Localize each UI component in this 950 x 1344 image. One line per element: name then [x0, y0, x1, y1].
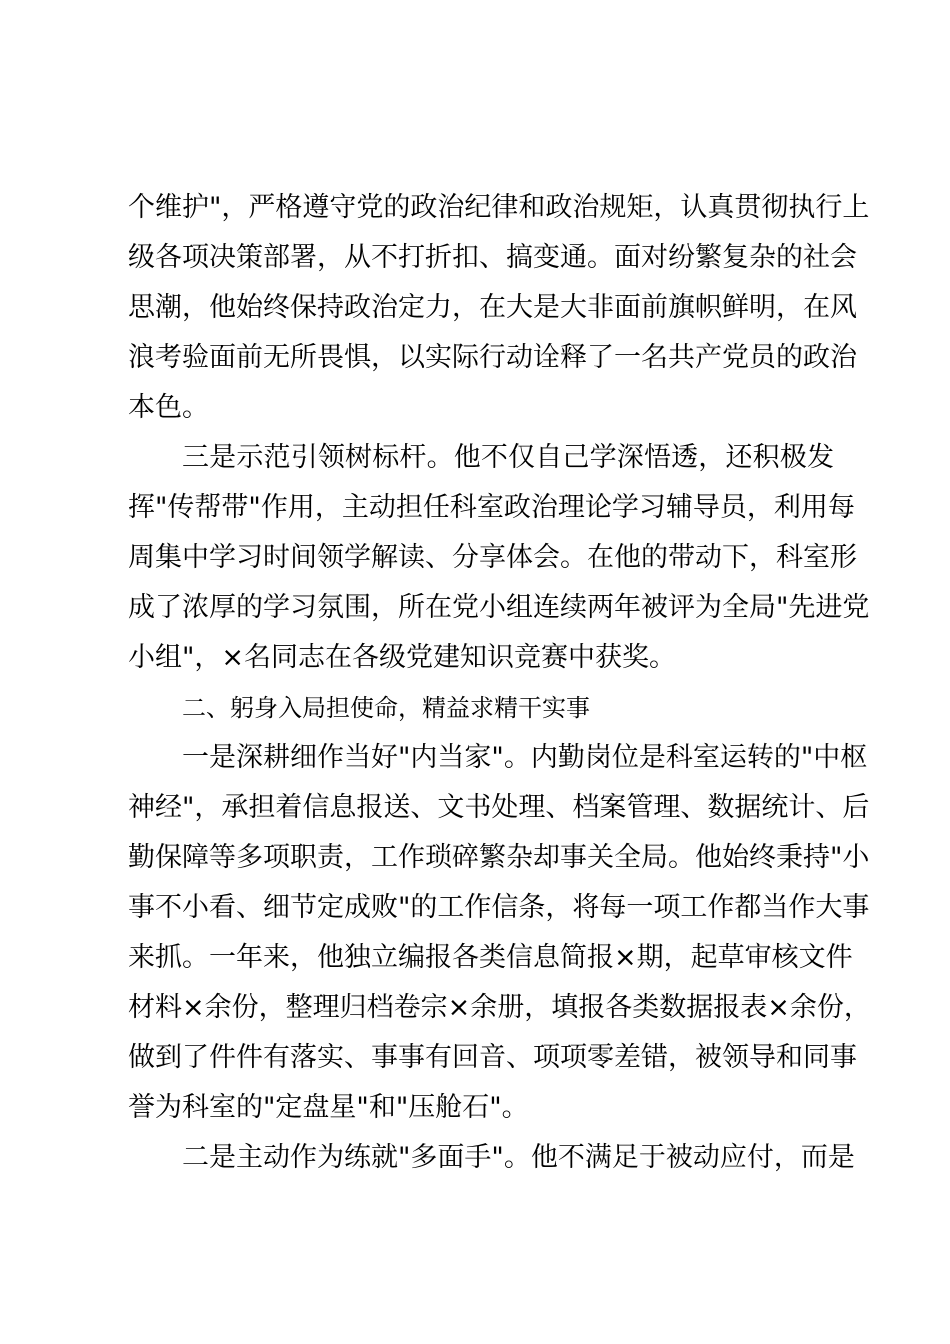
- text-line: 誉为科室的"定盘星"和"压舱石"。: [128, 1092, 529, 1123]
- text-line: 挥"传帮带"作用，主动担任科室政治理论学习辅导员，利用每: [128, 492, 855, 523]
- text-line: 小组"，×名同志在各级党建知识竞赛中获奖。: [128, 642, 677, 673]
- text-line: 神经"，承担着信息报送、文书处理、档案管理、数据统计、后: [128, 792, 870, 823]
- text-line: 勤保障等多项职责，工作琐碎繁杂却事关全局。他始终秉持"小: [128, 842, 870, 873]
- text-line: 三是示范引领树标杆。他不仅自己学深悟透，还积极发: [182, 442, 834, 473]
- text-line: 来抓。一年来，他独立编报各类信息简报×期，起草审核文件: [128, 942, 853, 973]
- text-line: 级各项决策部署，从不打折扣、搞变通。面对纷繁复杂的社会: [128, 242, 857, 273]
- section-heading: [128, 683, 834, 733]
- text-line: 一是深耕细作当好"内当家"。内勤岗位是科室运转的"中枢: [182, 742, 868, 773]
- paragraph-role-model: [128, 433, 870, 683]
- text-line: 二是主动作为练就"多面手"。他不满足于被动应付，而是: [182, 1142, 855, 1173]
- paragraph-internal-affairs: [128, 733, 871, 1133]
- text-line: 事不小看、细节定成败"的工作信条，将每一项工作都当作大事: [128, 892, 870, 923]
- section-heading-text: 二、躬身入局担使命，精益求精干实事: [182, 694, 590, 722]
- text-line: 浪考验面前无所畏惧，以实际行动诠释了一名共产党员的政治: [128, 342, 857, 373]
- text-line: 思潮，他始终保持政治定力，在大是大非面前旗帜鲜明，在风: [128, 292, 857, 323]
- document-body: [128, 183, 871, 1183]
- text-line: 周集中学习时间领学解读、分享体会。在他的带动下，科室形: [128, 542, 857, 573]
- paragraph-political-stance: [128, 183, 870, 433]
- paragraph-versatile: [128, 1133, 855, 1183]
- text-line: 材料×余份，整理归档卷宗×余册，填报各类数据报表×余份，: [128, 992, 871, 1023]
- text-line: 做到了件件有落实、事事有回音、项项零差错，被领导和同事: [128, 1042, 857, 1073]
- text-line: 本色。: [128, 392, 209, 423]
- text-line: 成了浓厚的学习氛围，所在党小组连续两年被评为全局"先进党: [128, 592, 870, 623]
- text-line: 个维护"，严格遵守党的政治纪律和政治规矩，认真贯彻执行上: [128, 192, 870, 223]
